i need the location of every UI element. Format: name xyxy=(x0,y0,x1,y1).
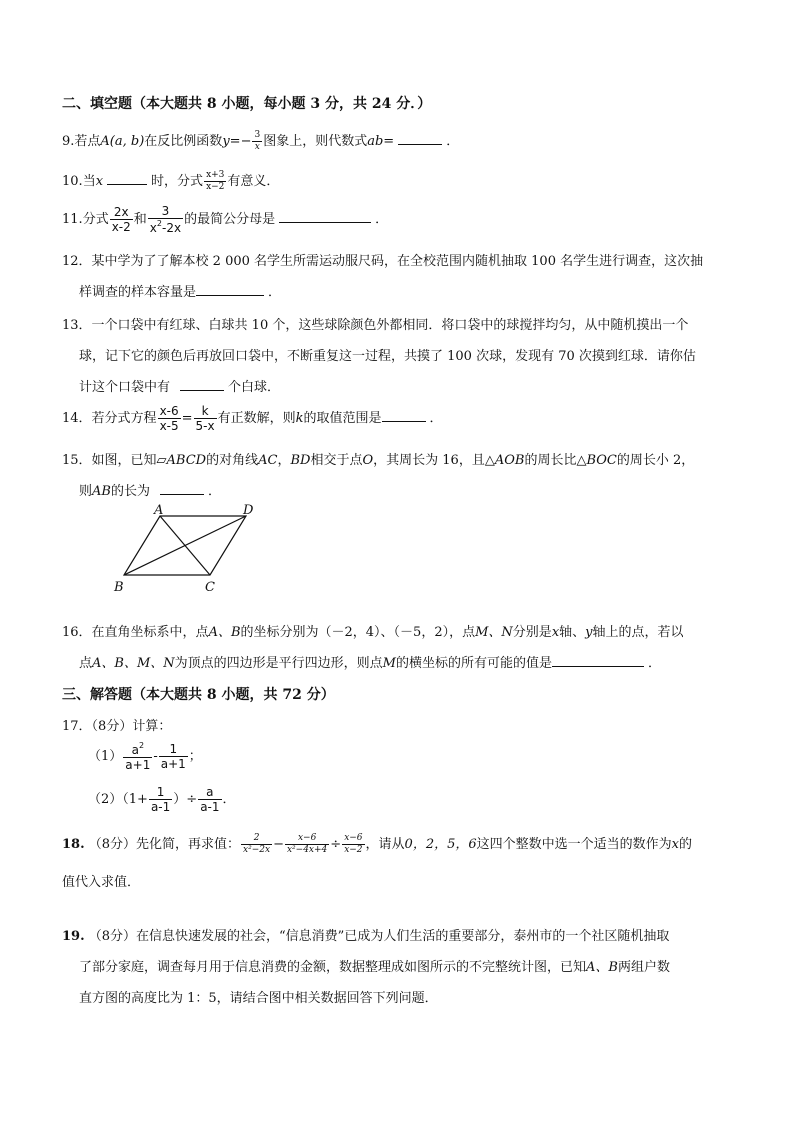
q18-f1-num: 2 xyxy=(241,834,272,845)
q15-text-1c: 相交于点 xyxy=(310,453,363,468)
q9-fraction-num: 3 xyxy=(254,130,261,140)
question-12-line-1 xyxy=(62,250,703,269)
q9-expr: ab xyxy=(367,134,384,149)
q9-equals-2: = xyxy=(383,134,395,149)
q14-number: 14． xyxy=(62,411,92,426)
q17-p1-minus: - xyxy=(153,749,158,764)
section-3-heading: 三、解答题（本大题共 8 小题，共 72 分） xyxy=(62,687,335,703)
q16-text-2b: 为顶点的四边形是平行四边形，则点 xyxy=(174,656,383,671)
q10-number: 10. xyxy=(62,174,83,189)
q15-end: ． xyxy=(207,484,221,499)
q15-number: 15． xyxy=(62,453,92,468)
q12-answer-blank[interactable] xyxy=(196,281,264,296)
q18-f2-den: x²−4x+4 xyxy=(286,845,328,855)
q18-text-3: 这四个整数中选一个适当的数作为 xyxy=(476,837,672,852)
q18-fraction-2 xyxy=(285,834,329,855)
q17-p2-f1-num: 1 xyxy=(149,786,172,800)
q15-comma: ， xyxy=(277,453,291,468)
q11-f2-den xyxy=(148,219,183,234)
q11-f1-num: 2x xyxy=(110,206,133,220)
q14-fraction-1 xyxy=(158,405,181,432)
q16-text-1a: 在直角坐标系中，点 xyxy=(91,625,209,640)
q17-score: （8分）计算： xyxy=(91,719,172,734)
q15-ab: AB xyxy=(92,484,111,499)
q16-text-2a: 点 xyxy=(79,656,93,671)
question-18-line-2 xyxy=(62,871,140,890)
q16-y: y xyxy=(585,625,593,640)
q18-op-2: ÷ xyxy=(330,837,342,852)
q17-p2-f2-num: a xyxy=(198,786,221,800)
q13-number: 13． xyxy=(62,318,92,333)
q19-ab: A、B xyxy=(586,960,618,975)
vertex-label-a: A xyxy=(154,503,164,518)
q15-ac: AC xyxy=(258,453,278,468)
q9-point: A(a, b) xyxy=(100,134,145,149)
q12-line-1: 某中学为了了解本校 2 000 名学生所需运动服尺码，在全校范围内随机抽取 100 名学生进行调查，这次抽 xyxy=(91,254,704,269)
q11-number: 11. xyxy=(62,212,83,227)
q15-text-1f: 的周长小 2， xyxy=(616,453,695,468)
q17-p1-f2-num: 1 xyxy=(159,743,188,757)
q10-fraction xyxy=(204,171,226,192)
q13-line-1: 一个口袋中有红球、白球共 10 个，这些球除颜色外都相同．将口袋中的球搅拌均匀，从中随机摸出一个 xyxy=(91,318,689,333)
q9-fraction-den: x xyxy=(254,142,260,152)
q18-f3-num: x−6 xyxy=(344,833,363,843)
vertex-label-b: B xyxy=(114,580,124,595)
q9-fraction xyxy=(252,131,262,152)
q11-f2-den-rest: -2x xyxy=(162,221,182,235)
q17-p1-label: （1） xyxy=(88,749,123,764)
question-10 xyxy=(62,170,279,192)
q11-f2-den-base: x xyxy=(149,221,157,235)
question-12-line-2 xyxy=(79,281,281,300)
q11-f1-den: x-2 xyxy=(111,220,131,234)
q16-text-1b: 的坐标分别为（－2，4）、（－5，2），点 xyxy=(240,625,476,640)
q18-numbers: 0，2，5，6 xyxy=(404,837,477,852)
q19-line-2a: 了部分家庭，调查每月用于信息消费的金额，数据整理成如图所示的不完整统计图，已知 xyxy=(79,960,587,975)
q11-text-1: 分式 xyxy=(82,212,109,227)
q16-answer-blank[interactable] xyxy=(552,652,644,667)
q15-text-2b: 的长为 xyxy=(110,484,150,499)
q19-line-1: （8分）在信息快速发展的社会，“信息消费”已成为人们生活的重要部分，泰州市的一个社区随机抽取 xyxy=(88,929,670,944)
q15-text-1b: 的对角线 xyxy=(206,453,259,468)
question-17 xyxy=(62,715,171,734)
q15-abcd: ABCD xyxy=(166,453,207,468)
q9-answer-blank[interactable] xyxy=(398,130,442,145)
q16-mn: M、N xyxy=(475,625,513,640)
q17-p1-f1-num-base: a xyxy=(131,743,139,757)
q14-text-2: 有正数解，则 xyxy=(217,411,296,426)
q17-number: 17． xyxy=(62,719,92,734)
q17-p1-end: ； xyxy=(188,749,202,764)
q11-fraction-1 xyxy=(110,206,133,233)
q17-p2-f2-den: a-1 xyxy=(200,800,220,814)
q14-text-3: 的取值范围是 xyxy=(303,411,382,426)
vertex-label-d: D xyxy=(243,503,254,518)
q11-f2-num: 3 xyxy=(148,205,183,219)
question-13-line-3 xyxy=(79,376,280,395)
q13-answer-blank[interactable] xyxy=(180,376,224,391)
q17-p1-f1-num xyxy=(123,742,152,758)
q14-f2-num: k xyxy=(194,405,217,419)
q9-equals: =− xyxy=(229,134,252,149)
question-19-line-3 xyxy=(79,987,438,1006)
question-19-line-1 xyxy=(62,925,669,944)
question-16-line-2 xyxy=(79,652,661,671)
q10-text-1: 当 xyxy=(82,174,96,189)
question-16-line-1 xyxy=(62,621,684,640)
q11-end: ． xyxy=(375,212,389,227)
q16-text-1e: 轴上的点，若以 xyxy=(592,625,684,640)
q15-aob: AOB xyxy=(494,453,525,468)
q15-text-1a: 如图，已知▱ xyxy=(91,453,167,468)
vertex-label-c: C xyxy=(205,580,215,595)
question-15-line-2 xyxy=(79,480,221,499)
q11-text-2: 和 xyxy=(133,212,147,227)
q10-text-2: 时，分式 xyxy=(151,174,204,189)
q17-p2-close: ）÷ xyxy=(173,792,198,807)
q15-o: O xyxy=(362,453,374,468)
q14-answer-blank[interactable] xyxy=(382,407,426,422)
q16-end: ． xyxy=(648,656,662,671)
q11-text-3: 的最简公分母是 xyxy=(184,212,276,227)
q14-f1-num: x-6 xyxy=(159,404,179,418)
q18-text-4: 的 xyxy=(679,837,693,852)
q11-f2-den-exponent: 2 xyxy=(156,219,162,228)
q18-x: x xyxy=(671,837,679,852)
q17-p2-label: （2） xyxy=(88,792,123,807)
q14-text-1: 若分式方程 xyxy=(91,411,157,426)
q16-text-1c: 分别是 xyxy=(512,625,552,640)
q9-number: 9. xyxy=(62,134,75,149)
q10-fraction-num: x+3 xyxy=(206,170,225,180)
q17-p1-f1-den: a+1 xyxy=(125,758,151,772)
q17-p2-fraction-2 xyxy=(198,786,221,813)
q15-answer-blank[interactable] xyxy=(160,480,204,495)
q18-text-2: ，请从 xyxy=(365,837,405,852)
q14-fraction-2 xyxy=(194,405,217,432)
q17-p1-f1-num-exponent: 2 xyxy=(138,741,145,750)
q18-f2-num: x−6 xyxy=(285,834,329,845)
question-15-line-1 xyxy=(62,449,694,468)
question-9 xyxy=(62,130,459,152)
q16-text-1d: 轴、 xyxy=(559,625,586,640)
q11-answer-blank[interactable] xyxy=(279,208,371,223)
q19-line-3: 直方图的高度比为 1：5，请结合图中相关数据回答下列问题． xyxy=(79,991,438,1006)
q13-line-3b: 个白球． xyxy=(228,380,281,395)
q12-end: ． xyxy=(268,285,282,300)
q15-text-1d: ，其周长为 16，且△ xyxy=(373,453,495,468)
q14-end: ． xyxy=(429,411,443,426)
q19-line-2b: 两组户数 xyxy=(617,960,670,975)
q18-f1-den: x²−2x xyxy=(243,845,271,855)
question-14 xyxy=(62,405,443,432)
q15-boc: BOC xyxy=(586,453,617,468)
q15-text-2a: 则 xyxy=(79,484,93,499)
q9-y: y xyxy=(222,134,230,149)
q11-fraction-2 xyxy=(148,205,183,234)
q12-number: 12． xyxy=(62,254,92,269)
q15-text-1e: 的周长比△ xyxy=(524,453,587,468)
question-11 xyxy=(62,205,388,234)
q15-bd: BD xyxy=(290,453,311,468)
question-13-line-2 xyxy=(79,345,696,364)
q16-number: 16． xyxy=(62,625,92,640)
question-18-line-1 xyxy=(62,833,692,855)
section-2-heading: 二、填空题（本大题共 8 小题，每小题 3 分，共 24 分．） xyxy=(62,96,432,112)
q14-f2-den: 5-x xyxy=(195,419,215,433)
q9-text-2: 在反比例函数 xyxy=(144,134,223,149)
q10-x: x xyxy=(95,174,104,189)
q14-k: k xyxy=(295,411,304,426)
q18-fraction-3 xyxy=(342,834,364,855)
q9-end: ． xyxy=(446,134,460,149)
q16-abmn: A、B、M、N xyxy=(92,656,175,671)
q18-f3-den: x−2 xyxy=(344,845,363,855)
q17-p2-fraction-1 xyxy=(149,786,172,813)
q10-answer-blank[interactable] xyxy=(107,170,147,185)
q18-line-2: 值代入求值． xyxy=(62,875,141,890)
question-19-line-2 xyxy=(79,956,670,975)
q16-text-2c: 的横坐标的所有可能的值是 xyxy=(395,656,552,671)
q19-number: 19. xyxy=(62,929,85,944)
question-17-part-2 xyxy=(88,786,236,813)
q9-text-3: 图象上，则代数式 xyxy=(263,134,368,149)
q13-line-3a: 计这个口袋中有 xyxy=(79,380,171,395)
q14-f1-den: x-5 xyxy=(159,419,179,433)
q16-x: x xyxy=(551,625,560,640)
q18-number: 18. xyxy=(62,837,85,852)
q12-line-2: 样调查的样本容量是 xyxy=(79,285,197,300)
q16-ab: A、B xyxy=(208,625,241,640)
q10-text-3: 有意义． xyxy=(227,174,280,189)
q18-text-1: （8分）先化简，再求值： xyxy=(88,837,241,852)
q18-op-1: − xyxy=(273,837,284,852)
q18-fraction-1 xyxy=(241,834,272,855)
q9-text-1: 若点 xyxy=(74,134,101,149)
parallelogram-figure xyxy=(110,500,270,596)
q14-equals: = xyxy=(181,411,193,426)
q17-p1-fraction-1 xyxy=(123,742,152,771)
q17-p2-f1-den: a-1 xyxy=(150,800,171,814)
q16-m: M xyxy=(382,656,396,671)
question-13-line-1 xyxy=(62,314,688,333)
q17-p2-open: （1+ xyxy=(122,792,148,807)
question-17-part-1 xyxy=(88,742,202,771)
q17-p1-f2-den: a+1 xyxy=(160,757,186,771)
q10-fraction-den: x−2 xyxy=(206,182,225,192)
q13-line-2: 球，记下它的颜色后再放回口袋中，不断重复这一过程，共摸了 100 次球，发现有 70 次摸到红球．请你估 xyxy=(79,349,696,364)
q17-p2-end: ． xyxy=(222,792,236,807)
q17-p1-fraction-2 xyxy=(159,743,188,770)
